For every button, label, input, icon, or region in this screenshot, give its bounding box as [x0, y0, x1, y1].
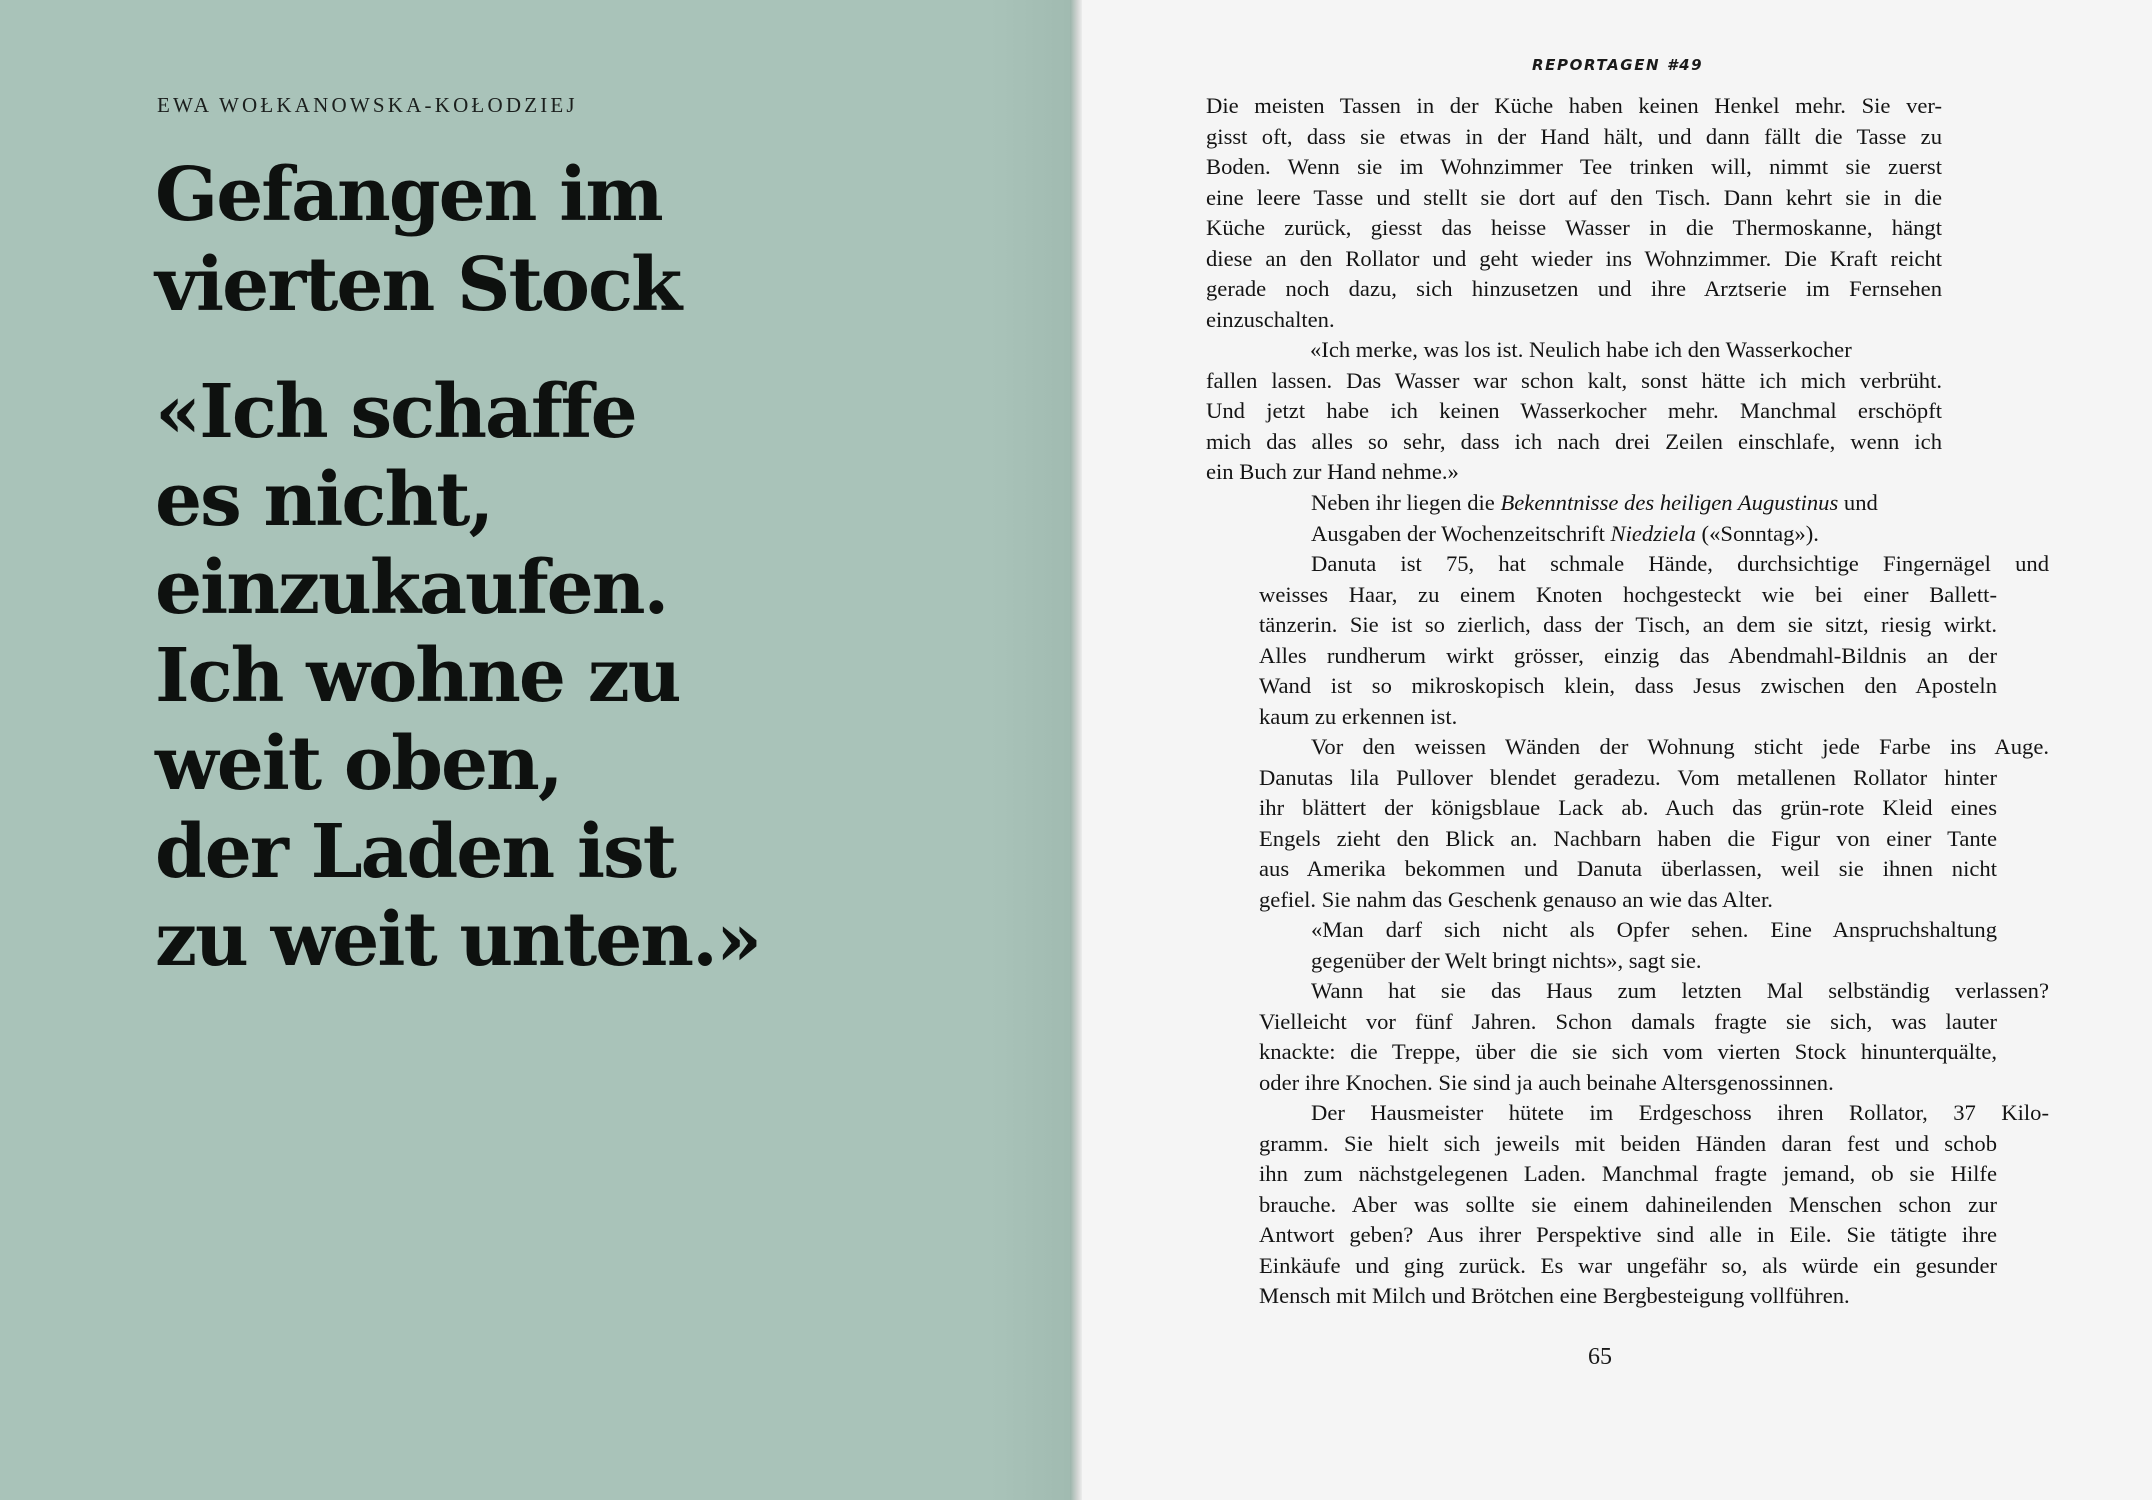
text-line: gramm. Sie hielt sich jeweils mit beiden Händen daran fest und schob [1259, 1130, 1997, 1156]
text-line: Alles rundherum wirkt grösser, einzig das Abendmahl-Bildnis an der [1259, 642, 1997, 668]
author-name: EWA WOŁKANOWSKA-KOŁODZIEJ [157, 93, 578, 117]
text-line: brauche. Aber was sollte sie einem dahineilenden Menschen schon zur [1259, 1191, 1997, 1217]
title-line: Gefangen im [155, 152, 662, 238]
text-line: Danutas lila Pullover blendet geradezu. Vom metallenen Rollator hinter [1259, 764, 1997, 790]
text-line: ein Buch zur Hand nehme.» [1206, 459, 1459, 484]
text-line: mich das alles so sehr, dass ich nach drei Zeilen einschlafe, wenn ich [1206, 428, 1942, 454]
title-line: vierten Stock [155, 242, 681, 328]
text-line: aus Amerika bekommen und Danuta überlassen, weil sie ihnen nicht [1259, 856, 1997, 881]
text-line: Antwort geben? Aus ihrer Perspektive sind alle in Eile. Sie tätigte ihre [1259, 1222, 1997, 1247]
text-line: Boden. Wenn sie im Wohnzimmer Tee trinken will, nimmt sie zuerst [1206, 154, 1942, 179]
quote-line: einzukaufen. [155, 545, 668, 631]
text-line: Wand ist so mikroskopisch klein, dass Jesus zwischen den Aposteln [1259, 673, 1997, 698]
magazine-title-italic: Niedziela [1610, 520, 1696, 546]
quote-line: Ich wohne zu [155, 633, 680, 719]
text-line: ihn zum nächstgelegenen Laden. Manchmal fragte jemand, ob sie Hilfe [1259, 1161, 1997, 1186]
text-line: Und jetzt habe ich keinen Wasserkocher mehr. Manchmal erschöpft [1206, 398, 1942, 423]
text-line: eine leere Tasse und stellt sie dort auf den Tisch. Dann kehrt sie in die [1206, 184, 1942, 210]
text-line: knackte: die Treppe, über die sie sich vom vierten Stock hinunterquälte, [1259, 1039, 1997, 1064]
body-paragraphs-e [1259, 976, 2049, 1312]
text-line: Danuta ist 75, hat schmale Hände, durchsichtige Fingernägel und [1311, 551, 2049, 576]
text-line: weisses Haar, zu einem Knoten hochgesteckt wie bei einer Ballett- [1259, 581, 1997, 607]
text-line [1311, 488, 1878, 519]
quote-line: weit oben, [155, 721, 562, 807]
book-title-italic: Bekenntnisse des heiligen Augustinus [1500, 490, 1839, 515]
text-line: ihr blättert der königsblaue Lack ab. Auch das grün-rote Kleid eines [1259, 795, 1997, 820]
article-title [155, 150, 680, 330]
text-run: («Sonntag»). [1695, 520, 1819, 546]
text-line: gegenüber der Welt bringt nichts», sagt sie. [1311, 947, 1702, 973]
running-head: REPORTAGEN #49 [1532, 56, 1704, 74]
text-run: Ausgaben der Wochenzeitschrift [1311, 520, 1611, 546]
body-paragraph-b [1311, 488, 1878, 549]
text-line: Der Hausmeister hütete im Erdgeschoss ihren Rollator, 37 Kilo- [1311, 1100, 2049, 1125]
page-number: 65 [1588, 1344, 1612, 1370]
text-line: gerade noch dazu, sich hinzusetzen und ihre Arztserie im Fernsehen [1206, 276, 1942, 301]
text-line: tänzerin. Sie ist so zierlich, dass der Tisch, an dem sie sitzt, riesig wirkt. [1259, 612, 1997, 637]
book-gutter [1070, 0, 1082, 1500]
text-line: Vor den weissen Wänden der Wohnung sticht jede Farbe ins Auge. [1311, 734, 2049, 759]
text-line: diese an den Rollator und geht wieder ins Wohnzimmer. Die Kraft reicht [1206, 245, 1942, 271]
text-line: gisst oft, dass sie etwas in der Hand hält, und dann fällt die Tasse zu [1206, 123, 1942, 149]
quote-line: zu weit unten.» [155, 897, 761, 983]
text-line: Küche zurück, giesst das heisse Wasser in die Thermoskanne, hängt [1206, 215, 1942, 240]
body-paragraph-d [1311, 915, 1997, 976]
quote-line: «Ich schaffe [155, 369, 636, 455]
text-line [1311, 519, 1878, 550]
text-line: «Ich merke, was los ist. Neulich habe ich den Wasserkocher [1310, 337, 1852, 362]
text-line: Engels zieht den Blick an. Nachbarn haben die Figur von einer Tante [1259, 825, 1997, 851]
quote-line: es nicht, [155, 457, 493, 543]
body-paragraphs-a [1206, 91, 1942, 488]
text-line: Wann hat sie das Haus zum letzten Mal selbständig verlassen? [1311, 978, 2049, 1003]
body-paragraphs-c [1259, 549, 2049, 915]
text-line: Mensch mit Milch und Brötchen eine Bergbesteigung vollführen. [1259, 1283, 1850, 1308]
text-line: einzuschalten. [1206, 306, 1335, 332]
pull-quote [155, 368, 760, 984]
text-line: kaum zu erkennen ist. [1259, 703, 1458, 729]
text-line: «Man darf sich nicht als Opfer sehen. Eine Anspruchshaltung [1311, 917, 1997, 942]
text-line: fallen lassen. Das Wasser war schon kalt, sonst hätte ich mich verbrüht. [1206, 367, 1942, 393]
text-line: oder ihre Knochen. Sie sind ja auch beinahe Altersgenossinnen. [1259, 1069, 1834, 1095]
text-line: Einkäufe und ging zurück. Es war ungefähr so, als würde ein gesunder [1259, 1252, 1997, 1278]
text-line: Vielleicht vor fünf Jahren. Schon damals fragte sie sich, was lauter [1259, 1008, 1997, 1034]
text-run: und [1838, 490, 1878, 515]
text-run: Neben ihr liegen die [1311, 490, 1501, 515]
quote-line: der Laden ist [155, 809, 675, 895]
text-line: Die meisten Tassen in der Küche haben keinen Henkel mehr. Sie ver- [1206, 93, 1942, 118]
text-line: gefiel. Sie nahm das Geschenk genauso an wie das Alter. [1259, 886, 1773, 912]
